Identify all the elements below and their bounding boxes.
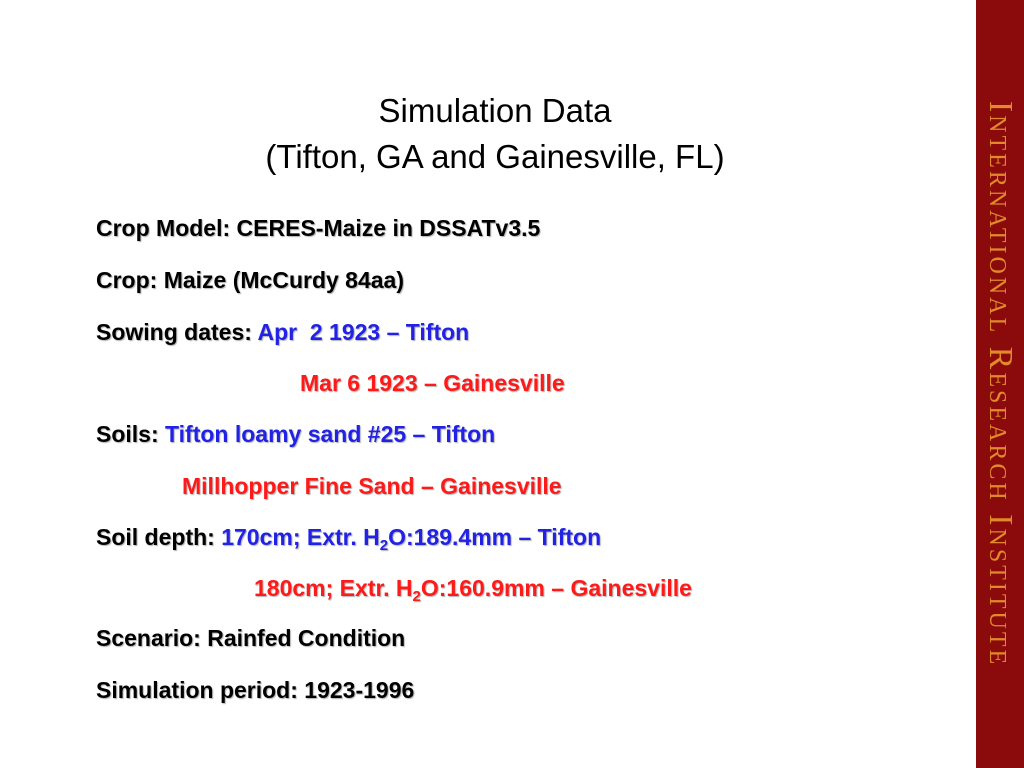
institute-name: International Research Institute (982, 100, 1019, 668)
simulation-period-line: Simulation period: 1923-1996 (96, 677, 415, 703)
slide-title (0, 88, 990, 180)
soil-depth-label: Soil depth: (96, 524, 215, 550)
title-line-1: Simulation Data (378, 92, 612, 129)
soils-line (96, 421, 495, 448)
soil-tifton: Tifton loamy sand #25 – Tifton (165, 421, 496, 447)
institute-sidebar (976, 0, 1024, 768)
sowing-dates-line (96, 319, 469, 346)
soil-depth-line (96, 524, 602, 554)
sowing-date-gainesville: Mar 6 1923 – Gainesville (300, 370, 565, 396)
title-line-2: (Tifton, GA and Gainesville, FL) (265, 138, 725, 175)
soil-depth-tifton: 170cm; Extr. $H_2O:189.4mm$ – Tifton (221, 524, 602, 554)
soils-label: Soils: (96, 421, 159, 447)
soil-gainesville: Millhopper Fine Sand – Gainesville (182, 473, 562, 499)
sowing-date-tifton: Apr 2 1923 – Tifton (257, 319, 470, 345)
crop-model-line: Crop Model: CERES-Maize in DSSATv3.5 (96, 215, 541, 241)
soil-depth-gainesville: 180cm; Extr. $H_2O:160.9mm$ – Gainesville (254, 575, 692, 605)
crop-line: Crop: Maize (McCurdy 84aa) (96, 267, 405, 293)
scenario-line: Scenario: Rainfed Condition (96, 625, 406, 651)
sowing-dates-label: Sowing dates: (96, 319, 252, 345)
